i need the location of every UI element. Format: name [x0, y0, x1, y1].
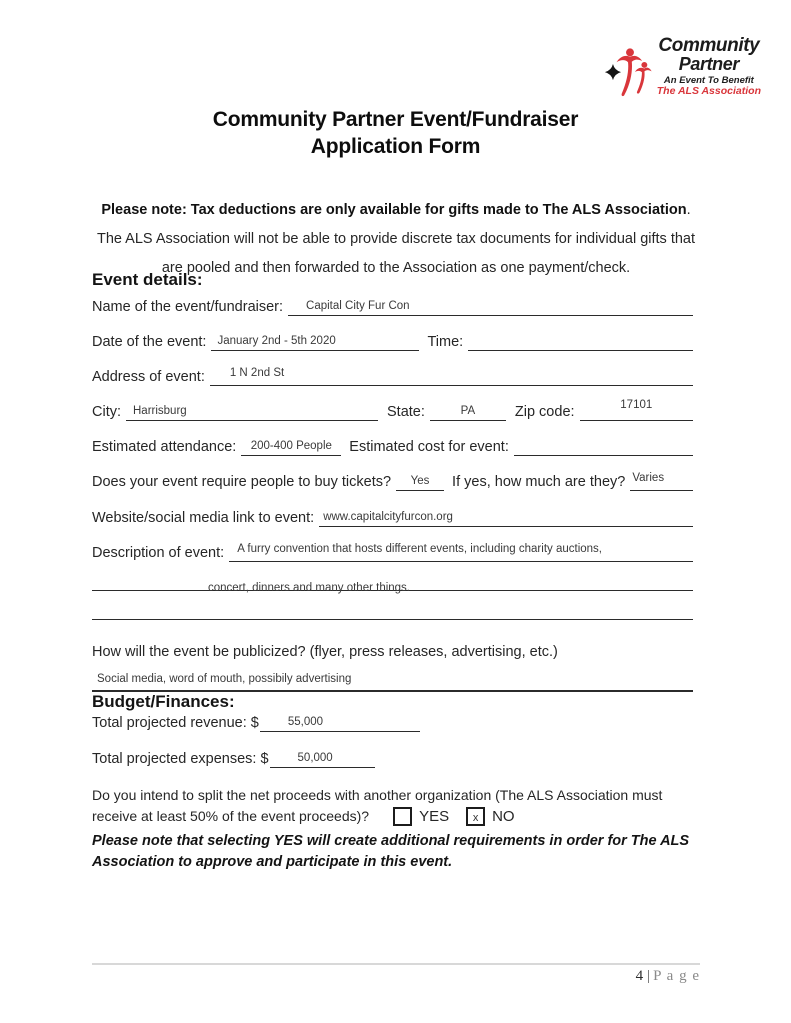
website-value: www.capitalcityfurcon.org	[323, 511, 453, 523]
tax-deduction-note-rest: . The ALS Association will not be able to provide discrete tax documents for individual gifts that are pooled and then forwarded to the Association as one payment/check.	[96, 201, 696, 276]
event-details-heading: Event details:	[92, 270, 203, 289]
yes-label: YES	[419, 808, 450, 825]
form-content	[92, 270, 693, 873]
publicity-field[interactable]	[92, 671, 693, 692]
revenue-label: Total projected revenue: $	[92, 715, 259, 731]
description-row	[92, 545, 693, 562]
split-question-line2-row	[92, 806, 693, 827]
split-question-line1: Do you intend to split the net proceeds with another organization (The ALS Association must	[92, 787, 663, 803]
attendance-cost-row	[92, 439, 693, 456]
yes-no-checkbox-group	[393, 806, 515, 827]
description-label: Description of event:	[92, 545, 225, 561]
attendance-field[interactable]	[241, 439, 341, 456]
tickets-value: Yes	[410, 475, 430, 487]
city-value: Harrisburg	[133, 405, 187, 417]
no-checkbox-mark: x	[472, 812, 479, 824]
event-address-row	[92, 369, 693, 386]
tickets-label: Does your event require people to buy tickets?	[92, 474, 392, 490]
description-value-line1: A furry convention that hosts different events, including charity auctions,	[237, 543, 602, 555]
event-time-label: Time:	[427, 334, 464, 350]
attendance-label: Estimated attendance:	[92, 439, 237, 455]
event-address-label: Address of event:	[92, 369, 205, 385]
revenue-value: 55,000	[287, 716, 324, 728]
attendance-value: 200-400 People	[250, 440, 332, 452]
tax-deduction-note-bold: Please note: Tax deductions are only available for gifts made to The ALS Association	[101, 201, 687, 218]
event-name-row	[92, 299, 693, 316]
page-title-line1: Community Partner Event/Fundraiser	[212, 108, 579, 131]
ticket-price-value: Varies	[632, 472, 665, 484]
expenses-label: Total projected expenses: $	[92, 751, 269, 767]
expenses-field[interactable]	[270, 751, 375, 768]
page-number-value: 4	[635, 968, 644, 984]
event-name-field[interactable]	[288, 299, 693, 316]
event-address-value: 1 N 2nd St	[229, 367, 285, 379]
community-partner-figures-icon	[604, 44, 656, 102]
description-field[interactable]	[229, 545, 693, 562]
state-field[interactable]	[430, 404, 506, 421]
ticket-price-field[interactable]	[630, 474, 693, 491]
no-label: NO	[492, 808, 515, 825]
page-word: P a g e	[653, 968, 700, 984]
tickets-row	[92, 474, 693, 491]
logo-word-community: Community	[658, 35, 760, 56]
cost-field[interactable]	[514, 439, 693, 456]
ticket-price-label: If yes, how much are they?	[452, 474, 626, 490]
event-name-label: Name of the event/fundraiser:	[92, 299, 284, 315]
city-field[interactable]	[126, 404, 378, 421]
event-name-value: Capital City Fur Con	[306, 300, 410, 312]
expenses-row	[92, 751, 693, 768]
zip-field[interactable]	[580, 399, 693, 421]
zip-value: 17101	[620, 399, 653, 411]
page-title	[0, 106, 791, 160]
publicity-question: How will the event be publicized? (flyer, press releases, advertising, etc.)	[92, 644, 558, 660]
state-value: PA	[460, 405, 476, 417]
description-field-line2[interactable]	[92, 573, 693, 594]
event-date-value: January 2nd - 5th 2020	[217, 335, 336, 347]
website-label: Website/social media link to event:	[92, 510, 315, 526]
page-number-separator: |	[647, 968, 651, 984]
revenue-field[interactable]	[260, 715, 420, 732]
website-row	[92, 510, 693, 527]
footer-divider	[92, 963, 700, 965]
state-label: State:	[387, 404, 425, 420]
logo-tagline: An Event To Benefit	[663, 74, 754, 86]
yes-checkbox[interactable]	[393, 807, 412, 826]
split-proceeds-question	[92, 785, 693, 827]
event-date-field[interactable]	[211, 334, 419, 351]
city-label: City:	[92, 404, 121, 420]
revenue-row	[92, 715, 693, 732]
event-time-field[interactable]	[468, 334, 693, 351]
budget-heading: Budget/Finances:	[92, 692, 235, 711]
zip-label: Zip code:	[514, 404, 575, 420]
logo-als-association: The ALS Association	[656, 85, 761, 98]
als-community-partner-logo	[604, 36, 761, 102]
no-checkbox[interactable]	[466, 807, 485, 826]
description-value-line2: concert, dinners and many other things.	[208, 582, 411, 594]
city-state-zip-row	[92, 399, 693, 421]
description-field-line3[interactable]	[92, 602, 693, 620]
page-title-line2: Application Form	[310, 135, 481, 158]
logo-word-partner: Partner	[678, 54, 739, 75]
split-question-line2: receive at least 50% of the event proceeds)?	[92, 808, 370, 824]
event-date-label: Date of the event:	[92, 334, 207, 350]
website-field[interactable]	[319, 510, 693, 527]
page-number	[636, 968, 700, 985]
logo-text	[657, 36, 761, 97]
yes-selection-note: Please note that selecting YES will create additional requirements in order for The ALS Association to approve and participate in this event.	[92, 833, 690, 870]
event-address-field[interactable]	[210, 369, 693, 386]
expenses-value: 50,000	[297, 752, 333, 764]
event-date-row	[92, 334, 693, 351]
cost-label: Estimated cost for event:	[349, 439, 509, 455]
tickets-field[interactable]	[396, 474, 444, 491]
publicity-value: Social media, word of mouth, possibily advertising	[97, 673, 352, 685]
